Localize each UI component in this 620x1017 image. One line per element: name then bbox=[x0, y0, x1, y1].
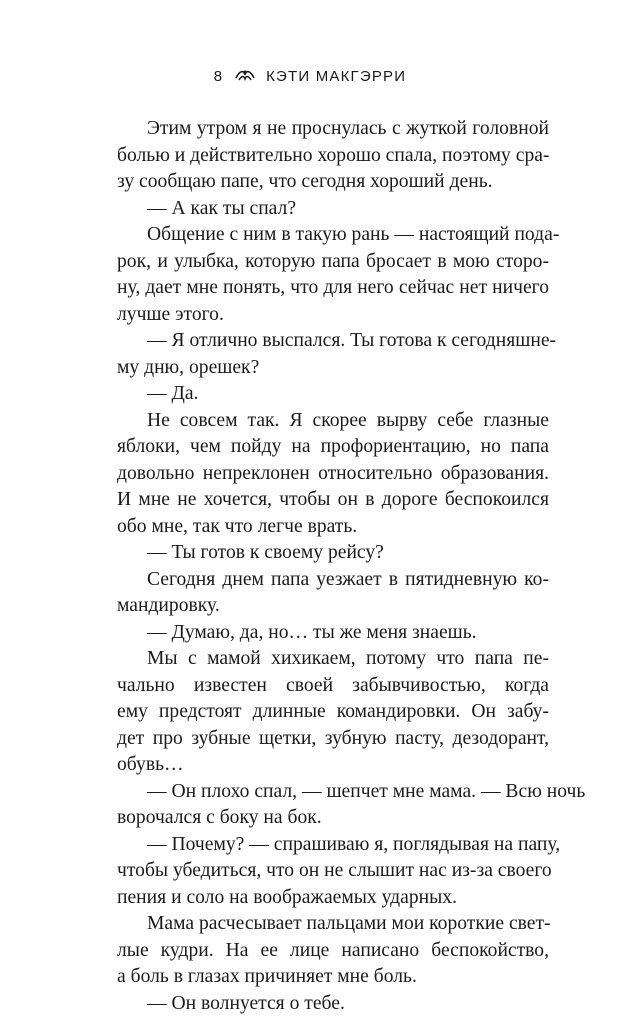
text-line: Не совсем так. Я скорее вырву себе глазные bbox=[117, 408, 549, 435]
text-line: — А как ты спал? bbox=[117, 196, 549, 223]
body-text bbox=[117, 116, 549, 1017]
text-line: — Да. bbox=[117, 381, 549, 408]
text-line: лучше этого. bbox=[117, 302, 549, 329]
text-line: ворочался с боку на бок. bbox=[117, 805, 549, 832]
text-line: яблоки, чем пойду на профориентацию, но папа bbox=[117, 434, 549, 461]
text-line: — Я отлично выспался. Ты готова к сегодняшне- bbox=[117, 328, 549, 355]
text-line: И мне не хочется, чтобы он в дороге беспокоился bbox=[117, 487, 549, 514]
text-line: обо мне, так что легче врать. bbox=[117, 514, 549, 541]
text-line: ему предстоят длинные командировки. Он забу- bbox=[117, 699, 549, 726]
text-line: — Почему? — спрашиваю я, поглядывая на папу, bbox=[117, 832, 549, 859]
page-number: 8 bbox=[214, 68, 224, 85]
text-line: а боль в глазах причиняет мне боль. bbox=[117, 964, 549, 991]
text-line: Мама расчесывает пальцами мои короткие свет- bbox=[117, 911, 549, 938]
text-line: лые кудри. На ее лице написано беспокойство, bbox=[117, 938, 549, 965]
text-line: — Ты готов к своему рейсу? bbox=[117, 540, 549, 567]
text-line: чально известен своей забывчивостью, когда bbox=[117, 673, 549, 700]
text-line: болью и действительно хорошо спала, поэтому сра- bbox=[117, 143, 549, 170]
author-name: КЭТИ МАКГЭРРИ bbox=[266, 68, 406, 85]
text-line: ну, дает мне понять, что для него сейчас нет ничего bbox=[117, 275, 549, 302]
text-line: чтобы убедиться, что он не слышит нас из-за своего bbox=[117, 858, 549, 885]
text-line: Мы с мамой хихикаем, потому что папа пе- bbox=[117, 646, 549, 673]
text-line: Общение с ним в такую рань — настоящий пода- bbox=[117, 222, 549, 249]
running-header bbox=[0, 68, 620, 86]
text-line: Этим утром я не проснулась с жуткой головной bbox=[117, 116, 549, 143]
text-line: — Он плохо спал, — шепчет мне мама. — Всю ночь bbox=[117, 779, 549, 806]
text-line: му дню, орешек? bbox=[117, 355, 549, 382]
text-line: зу сообщаю папе, что сегодня хороший день. bbox=[117, 169, 549, 196]
leaf-ornament-icon bbox=[235, 68, 255, 86]
text-line: обувь… bbox=[117, 752, 549, 779]
text-line: Сегодня днем папа уезжает в пятидневную ко- bbox=[117, 567, 549, 594]
text-line: рок, и улыбка, которую папа бросает в мою сторо- bbox=[117, 249, 549, 276]
text-line: — Он волнуется о тебе. bbox=[117, 991, 549, 1017]
text-line: — Думаю, да, но… ты же меня знаешь. bbox=[117, 620, 549, 647]
text-line: довольно непреклонен относительно образования. bbox=[117, 461, 549, 488]
text-line: пения и соло на воображаемых ударных. bbox=[117, 885, 549, 912]
text-line: дет про зубные щетки, зубную пасту, дезодорант, bbox=[117, 726, 549, 753]
text-line: мандировку. bbox=[117, 593, 549, 620]
